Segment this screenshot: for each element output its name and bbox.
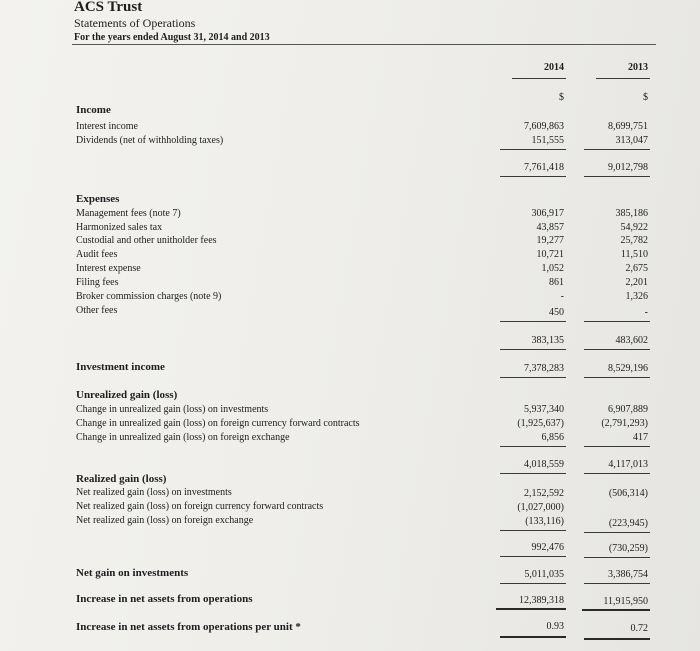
line-item-2014: 5,937,340 bbox=[524, 404, 564, 415]
grand-total-rule bbox=[584, 638, 650, 640]
subtotal-rule bbox=[584, 532, 650, 533]
subtotal-rule bbox=[584, 149, 650, 150]
line-item-label: Dividends (net of withholding taxes) bbox=[76, 135, 224, 146]
line-item-label: Net realized gain (loss) on foreign exchange bbox=[76, 515, 254, 526]
realized-total-2013: (730,259) bbox=[608, 543, 648, 554]
line-item-2013: 1,326 bbox=[625, 291, 648, 302]
line-item-2014: (133,116) bbox=[525, 516, 564, 527]
realized-heading: Realized gain (loss) bbox=[76, 473, 167, 485]
net-gain-label: Net gain on investments bbox=[76, 567, 189, 579]
column-2013: 2013 bbox=[628, 62, 648, 73]
trust-name: ACS Trust bbox=[74, 0, 143, 15]
investment-income-2013: 8,529,196 bbox=[608, 363, 648, 374]
header-rule bbox=[72, 44, 656, 45]
line-item-label: Change in unrealized gain (loss) on foreign currency forward contracts bbox=[76, 418, 360, 429]
expenses-heading: Expenses bbox=[76, 193, 120, 205]
realized-total-2014: 992,476 bbox=[531, 542, 564, 553]
per-unit-2013: 0.72 bbox=[630, 623, 648, 634]
total-rule bbox=[500, 377, 566, 378]
line-item-2014: 861 bbox=[549, 277, 564, 288]
line-item-label: Other fees bbox=[76, 305, 118, 316]
line-item-2014: 450 bbox=[549, 307, 564, 318]
subtotal-rule bbox=[500, 530, 566, 531]
line-item-2014: - bbox=[560, 291, 564, 302]
line-item-label: Management fees (note 7) bbox=[76, 208, 181, 219]
investment-income-2014: 7,378,283 bbox=[524, 363, 564, 374]
income-heading: Income bbox=[76, 104, 111, 116]
increase-2014: 12,389,318 bbox=[519, 595, 564, 606]
net-gain-2014: 5,011,035 bbox=[524, 569, 564, 580]
currency-2013: $ bbox=[643, 92, 648, 103]
line-item-2013: (2,791,293) bbox=[601, 418, 648, 429]
income-total-2013: 9,012,798 bbox=[608, 162, 648, 173]
increase-2013: 11,915,950 bbox=[603, 596, 648, 607]
line-item-label: Net realized gain (loss) on foreign currency forward contracts bbox=[76, 501, 324, 512]
total-rule bbox=[584, 583, 650, 584]
total-rule bbox=[584, 473, 650, 474]
unrealized-heading: Unrealized gain (loss) bbox=[76, 389, 178, 401]
total-rule bbox=[500, 176, 566, 177]
line-item-2013: 54,922 bbox=[620, 222, 648, 233]
line-item-2014: (1,027,000) bbox=[517, 502, 564, 513]
expenses-total-2013: 483,602 bbox=[615, 335, 648, 346]
statement-period: For the years ended August 31, 2014 and 2013 bbox=[74, 32, 270, 43]
total-rule bbox=[500, 349, 566, 350]
line-item-label: Change in unrealized gain (loss) on investments bbox=[76, 404, 269, 415]
subtotal-rule bbox=[584, 446, 650, 447]
grand-total-rule bbox=[496, 608, 566, 610]
line-item-2013: 25,782 bbox=[620, 235, 648, 246]
line-item-label: Net realized gain (loss) on investments bbox=[76, 487, 232, 498]
line-item-2014: 306,917 bbox=[531, 208, 564, 219]
line-item-label: Filing fees bbox=[76, 277, 119, 288]
line-item-2013: (223,945) bbox=[608, 518, 648, 529]
line-item-2014: 1,052 bbox=[541, 263, 564, 274]
subtotal-rule bbox=[500, 446, 566, 447]
line-item-2013: 6,907,889 bbox=[608, 404, 648, 415]
column-2013-rule bbox=[596, 78, 650, 79]
line-item-2013: (506,314) bbox=[608, 488, 648, 499]
grand-total-rule bbox=[582, 609, 650, 611]
line-item-2014: 10,721 bbox=[536, 249, 564, 260]
subtotal-rule bbox=[500, 321, 566, 322]
line-item-2013: 8,699,751 bbox=[608, 121, 648, 132]
currency-2014: $ bbox=[559, 92, 564, 103]
line-item-2013: 417 bbox=[633, 432, 648, 443]
per-unit-label: Increase in net assets from operations per unit * bbox=[76, 621, 301, 633]
line-item-2013: 2,675 bbox=[625, 263, 648, 274]
total-rule bbox=[500, 583, 566, 584]
line-item-2014: 151,555 bbox=[531, 135, 564, 146]
line-item-label: Change in unrealized gain (loss) on foreign exchange bbox=[76, 432, 290, 443]
line-item-label: Interest expense bbox=[76, 263, 141, 274]
line-item-2014: 6,856 bbox=[541, 432, 564, 443]
statement-title: Statements of Operations bbox=[74, 16, 196, 30]
line-item-2013: 11,510 bbox=[620, 249, 648, 260]
expenses-total-2014: 383,135 bbox=[531, 335, 564, 346]
line-item-2014: (1,925,637) bbox=[517, 418, 564, 429]
total-rule bbox=[584, 176, 650, 177]
total-rule bbox=[500, 556, 566, 557]
income-total-2014: 7,761,418 bbox=[524, 162, 564, 173]
grand-total-rule bbox=[500, 636, 566, 638]
line-item-2013: 2,201 bbox=[625, 277, 648, 288]
line-item-2014: 43,857 bbox=[536, 222, 564, 233]
total-rule bbox=[500, 473, 566, 474]
total-rule bbox=[584, 557, 650, 558]
column-2014: 2014 bbox=[544, 62, 564, 73]
line-item-label: Audit fees bbox=[76, 249, 118, 260]
total-rule bbox=[584, 377, 650, 378]
unrealized-total-2014: 4,018,559 bbox=[524, 459, 564, 470]
increase-label: Increase in net assets from operations bbox=[76, 593, 253, 605]
investment-income-label: Investment income bbox=[76, 361, 165, 373]
total-rule bbox=[584, 349, 650, 350]
line-item-label: Interest income bbox=[76, 121, 138, 132]
net-gain-2013: 3,386,754 bbox=[608, 569, 648, 580]
line-item-2014: 19,277 bbox=[536, 235, 564, 246]
line-item-2014: 2,152,592 bbox=[524, 488, 564, 499]
line-item-2013: 385,186 bbox=[615, 208, 648, 219]
column-2014-rule bbox=[512, 78, 566, 79]
line-item-label: Harmonized sales tax bbox=[76, 222, 163, 233]
line-item-label: Custodial and other unitholder fees bbox=[76, 235, 217, 246]
subtotal-rule bbox=[500, 149, 566, 150]
subtotal-rule bbox=[584, 321, 650, 322]
line-item-2014: 7,609,863 bbox=[524, 121, 564, 132]
line-item-2013: - bbox=[644, 307, 648, 318]
unrealized-total-2013: 4,117,013 bbox=[608, 459, 648, 470]
line-item-2013: 313,047 bbox=[615, 135, 648, 146]
per-unit-2014: 0.93 bbox=[546, 621, 564, 632]
line-item-label: Broker commission charges (note 9) bbox=[76, 291, 222, 302]
